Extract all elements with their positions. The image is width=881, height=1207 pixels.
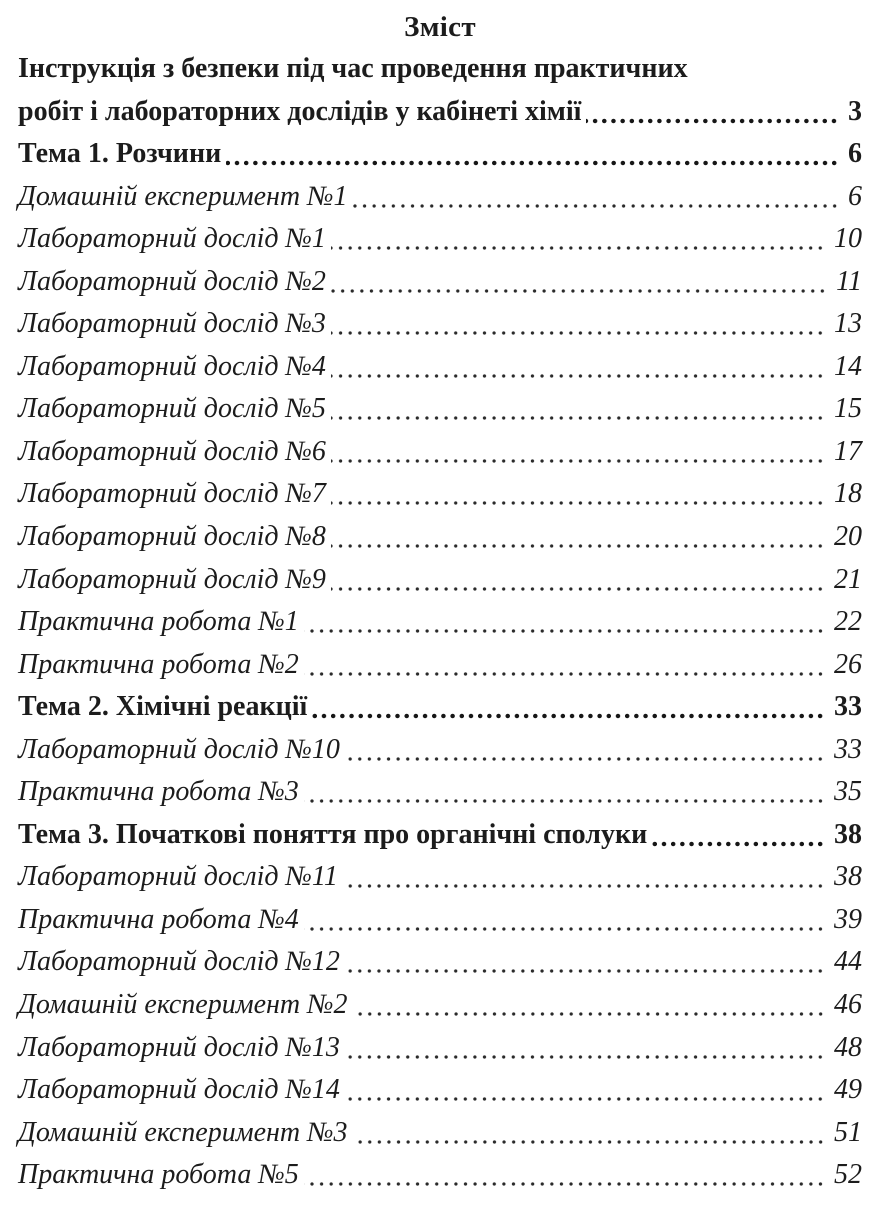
toc-dot-leader bbox=[331, 431, 825, 474]
toc-dot-leader bbox=[345, 1069, 825, 1112]
toc bbox=[18, 48, 862, 1197]
toc-dot-leader bbox=[331, 388, 825, 431]
toc-row bbox=[18, 559, 862, 602]
toc-entry-label: Лабораторний дослід №3 bbox=[18, 308, 326, 340]
toc-page-number: 52 bbox=[834, 1159, 862, 1191]
toc-page-number: 18 bbox=[834, 478, 862, 510]
toc-dot-leader bbox=[331, 559, 825, 602]
toc-row bbox=[18, 984, 862, 1027]
toc-page-number: 39 bbox=[834, 903, 862, 935]
toc-entry-label: Лабораторний дослід №10 bbox=[18, 733, 340, 765]
toc-page-number: 38 bbox=[834, 861, 862, 893]
toc-dot-leader bbox=[331, 303, 825, 346]
toc-page-number: 44 bbox=[834, 946, 862, 978]
toc-row bbox=[18, 218, 862, 261]
toc-entry-label: Лабораторний дослід №1 bbox=[18, 223, 326, 255]
toc-entry-label: Практична робота №1 bbox=[18, 606, 299, 638]
toc-dot-leader bbox=[353, 1112, 825, 1155]
toc-page-number: 6 bbox=[848, 180, 862, 212]
toc-entry-label: Інструкція з безпеки під час проведення практичних bbox=[18, 53, 688, 84]
toc-row bbox=[18, 1154, 862, 1197]
toc-row bbox=[18, 48, 862, 91]
toc-dot-leader bbox=[652, 814, 825, 857]
toc-row bbox=[18, 1112, 862, 1155]
toc-dot-leader bbox=[304, 899, 825, 942]
toc-row bbox=[18, 771, 862, 814]
toc-row bbox=[18, 388, 862, 431]
toc-page-number: 14 bbox=[834, 350, 862, 382]
toc-row bbox=[18, 176, 862, 219]
toc-row bbox=[18, 814, 862, 857]
toc-entry-label: Лабораторний дослід №12 bbox=[18, 946, 340, 978]
toc-entry-label: Лабораторний дослід №9 bbox=[18, 563, 326, 595]
toc-page-number: 10 bbox=[834, 223, 862, 255]
toc-page-number: 49 bbox=[834, 1074, 862, 1106]
toc-row bbox=[18, 601, 862, 644]
toc-dot-leader bbox=[345, 1027, 825, 1070]
toc-entry-label: Практична робота №3 bbox=[18, 776, 299, 808]
toc-entry-label: Домашній експеримент №2 bbox=[18, 989, 348, 1021]
page-title: Зміст bbox=[404, 11, 476, 43]
document-page bbox=[0, 7, 881, 1207]
toc-dot-leader bbox=[345, 941, 825, 984]
toc-dot-leader bbox=[304, 771, 825, 814]
toc-dot-leader bbox=[312, 686, 825, 729]
toc-page-number: 3 bbox=[848, 95, 862, 127]
toc-row bbox=[18, 1027, 862, 1070]
toc-dot-leader bbox=[343, 856, 825, 899]
toc-row bbox=[18, 431, 862, 474]
toc-page-number: 11 bbox=[836, 265, 862, 297]
toc-row bbox=[18, 303, 862, 346]
toc-dot-leader bbox=[304, 601, 825, 644]
toc-page-number: 38 bbox=[834, 818, 862, 850]
toc-row bbox=[18, 941, 862, 984]
toc-row bbox=[18, 856, 862, 899]
toc-row bbox=[18, 261, 862, 304]
toc-entry-label: Практична робота №2 bbox=[18, 648, 299, 680]
toc-dot-leader bbox=[353, 176, 839, 219]
toc-row bbox=[18, 133, 862, 176]
toc-dot-leader bbox=[331, 261, 827, 304]
toc-entry-label: Лабораторний дослід №6 bbox=[18, 435, 326, 467]
toc-entry-label: Лабораторний дослід №14 bbox=[18, 1074, 340, 1106]
toc-row bbox=[18, 91, 862, 134]
toc-entry-label: Домашній експеримент №1 bbox=[18, 180, 348, 212]
toc-page-number: 48 bbox=[834, 1031, 862, 1063]
toc-entry-label: робіт і лабораторних дослідів у кабінеті хімії bbox=[18, 95, 582, 127]
toc-dot-leader bbox=[304, 644, 825, 687]
toc-page-number: 51 bbox=[834, 1116, 862, 1148]
toc-dot-leader bbox=[331, 473, 825, 516]
toc-dot-leader bbox=[226, 133, 839, 176]
toc-entry-label: Лабораторний дослід №4 bbox=[18, 350, 326, 382]
toc-dot-leader bbox=[331, 218, 825, 261]
toc-page-number: 35 bbox=[834, 776, 862, 808]
toc-row bbox=[18, 686, 862, 729]
toc-row bbox=[18, 899, 862, 942]
toc-page-number: 46 bbox=[834, 989, 862, 1021]
toc-entry-label: Лабораторний дослід №13 bbox=[18, 1031, 340, 1063]
toc-row bbox=[18, 516, 862, 559]
toc-page-number: 15 bbox=[834, 393, 862, 425]
toc-entry-label: Лабораторний дослід №7 bbox=[18, 478, 326, 510]
toc-dot-leader bbox=[331, 516, 825, 559]
toc-dot-leader bbox=[304, 1154, 825, 1197]
toc-page-number: 17 bbox=[834, 435, 862, 467]
toc-page-number: 13 bbox=[834, 308, 862, 340]
toc-page-number: 21 bbox=[834, 563, 862, 595]
toc-page-number: 26 bbox=[834, 648, 862, 680]
toc-entry-label: Тема 1. Розчини bbox=[18, 138, 222, 170]
toc-page-number: 33 bbox=[834, 733, 862, 765]
toc-entry-label: Лабораторний дослід №2 bbox=[18, 265, 326, 297]
toc-page-number: 22 bbox=[834, 606, 862, 638]
toc-dot-leader bbox=[353, 984, 825, 1027]
toc-row bbox=[18, 473, 862, 516]
toc-row bbox=[18, 644, 862, 687]
toc-page-number: 20 bbox=[834, 521, 862, 553]
toc-dot-leader bbox=[331, 346, 825, 389]
toc-entry-label: Практична робота №4 bbox=[18, 903, 299, 935]
toc-row bbox=[18, 1069, 862, 1112]
toc-entry-label: Тема 2. Хімічні реакції bbox=[18, 691, 308, 723]
toc-entry-label: Практична робота №5 bbox=[18, 1159, 299, 1191]
toc-entry-label: Тема 3. Початкові поняття про органічні сполуки bbox=[18, 818, 648, 850]
toc-page-number: 33 bbox=[834, 691, 862, 723]
toc-dot-leader bbox=[345, 729, 825, 772]
toc-entry-label: Лабораторний дослід №8 bbox=[18, 521, 326, 553]
toc-entry-label: Лабораторний дослід №11 bbox=[18, 861, 338, 893]
toc-row bbox=[18, 729, 862, 772]
toc-dot-leader bbox=[586, 91, 839, 134]
toc-row bbox=[18, 346, 862, 389]
toc-entry-label: Домашній експеримент №3 bbox=[18, 1116, 348, 1148]
toc-page-number: 6 bbox=[848, 138, 862, 170]
toc-entry-label: Лабораторний дослід №5 bbox=[18, 393, 326, 425]
